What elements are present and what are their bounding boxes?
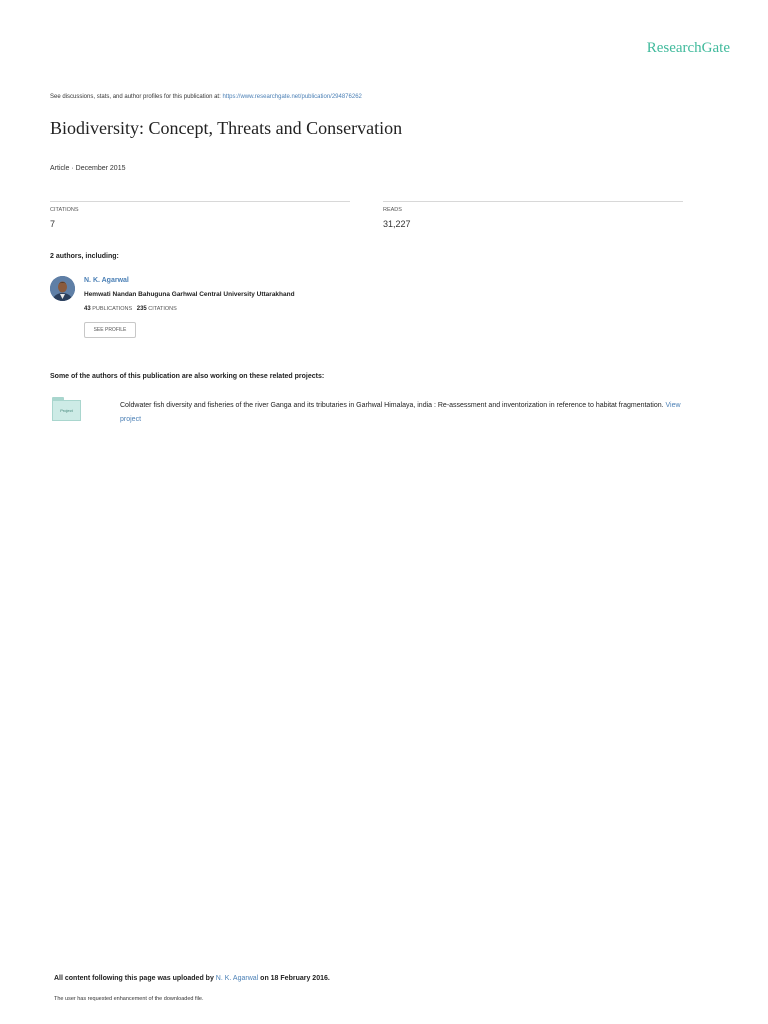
footer-uploader-link[interactable]: N. K. Agarwal <box>215 975 259 982</box>
project-text: Coldwater fish diversity and fisheries of the river Ganga and its tributaries in Garhwal Himalaya, india : Re-assessment and inventorization in reference to habitat fragmentation. <box>120 402 664 409</box>
publication-title: Biodiversity: Concept, Threats and Conservation <box>50 118 403 138</box>
project-icon-label: Project <box>60 408 73 413</box>
researchgate-logo[interactable]: ResearchGate <box>646 40 730 56</box>
project-description <box>120 399 690 427</box>
author-institution: Hemwati Nandan Bahuguna Garhwal Central University Uttarakhand <box>84 291 295 298</box>
author-photo-icon <box>50 276 75 301</box>
author-publications-label: PUBLICATIONS <box>92 306 133 312</box>
see-discussions-line <box>50 94 362 100</box>
citations-value: 7 <box>50 219 56 229</box>
author-stats <box>84 306 177 312</box>
see-discussions-text: See discussions, stats, and author profiles for this publication at: <box>50 94 221 100</box>
reads-divider <box>383 201 683 202</box>
related-projects-heading: Some of the authors of this publication are also working on these related projects: <box>50 373 325 380</box>
author-name-link[interactable]: N. K. Agarwal <box>84 277 129 284</box>
author-citations-label: CITATIONS <box>148 306 177 312</box>
authors-heading: 2 authors, including: <box>50 253 119 260</box>
author-citations-count: 235 <box>136 306 147 312</box>
citations-label: CITATIONS <box>50 207 79 213</box>
reads-value: 31,227 <box>383 219 411 229</box>
article-type-date: Article · December 2015 <box>50 165 126 172</box>
project-folder-icon[interactable] <box>52 400 81 421</box>
footer-uploaded-line <box>54 975 330 982</box>
reads-label: READS <box>383 207 402 213</box>
publication-url-link[interactable]: https://www.researchgate.net/publication/294876262 <box>222 94 362 100</box>
citations-divider <box>50 201 350 202</box>
footer-uploaded-suffix: on 18 February 2016. <box>260 975 330 982</box>
footer-enhancement-note: The user has requested enhancement of the downloaded file. <box>54 996 204 1002</box>
see-profile-button[interactable]: SEE PROFILE <box>84 322 136 338</box>
author-avatar[interactable] <box>50 276 75 301</box>
footer-uploaded-prefix: All content following this page was uploaded by <box>54 975 214 982</box>
project-folder-tab <box>52 397 64 401</box>
author-publications-count: 43 <box>84 306 91 312</box>
view-project-link[interactable]: View project <box>120 402 681 423</box>
